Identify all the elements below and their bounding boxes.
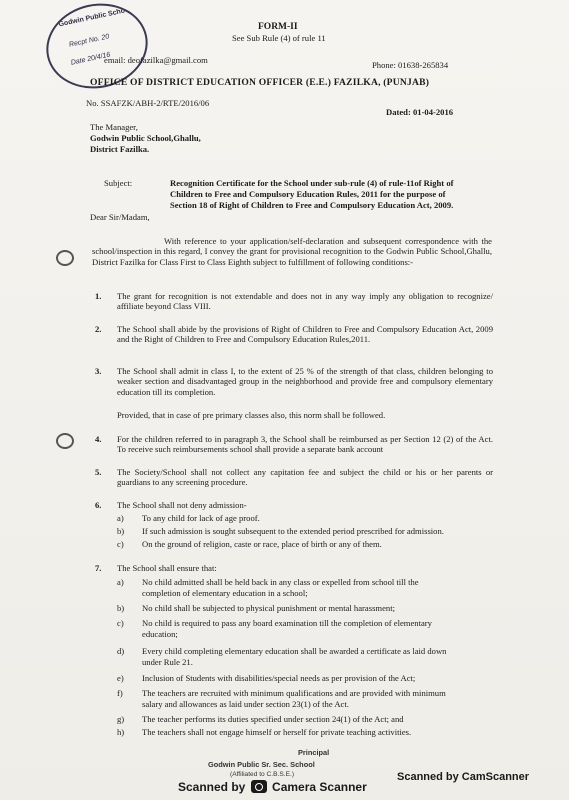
signature-title: Principal — [298, 748, 330, 757]
intro-paragraph: With reference to your application/self-declaration and subsequent correspondence with the school/inspection in this regard, I convey the grant for provisional recognition to the Godwin Public School,Ghallu, District Fazilka for Class First to Class Eighth subject to fulfillment of following conditions:- — [92, 236, 492, 267]
condition-proviso: Provided, that in case of pre primary classes also, this norm shall be followed. — [117, 410, 386, 420]
condition-number: 2. — [95, 324, 102, 334]
sub-item-letter: a) — [117, 577, 124, 587]
sub-item-text: No child is required to pass any board examination till the completion of elementary — [142, 618, 432, 628]
sub-item-text: No child admitted shall be held back in any class or expelled from school till the — [142, 577, 419, 587]
scanned-by-text: Scanned by — [178, 780, 246, 794]
condition-number: 6. — [95, 500, 102, 510]
subject-label: Subject: — [104, 178, 133, 188]
condition-text: The grant for recognition is not extendable and does not in any way imply any obligation to recognize/ affiliate beyond Class VIII. — [117, 291, 493, 312]
condition-text: The School shall not deny admission- — [117, 500, 247, 510]
sub-item-text: To any child for lack of age proof. — [142, 513, 260, 523]
rule-reference: See Sub Rule (4) of rule 11 — [232, 33, 326, 43]
condition-number: 7. — [95, 563, 102, 573]
stamp-line-1: Godwin Public School — [58, 6, 132, 29]
phone-line: Phone: 01638-265834 — [372, 60, 449, 70]
sub-item-letter: g) — [117, 714, 125, 724]
sub-item-text: No child shall be subjected to physical punishment or mental harassment; — [142, 603, 395, 613]
condition-number: 4. — [95, 434, 102, 444]
sub-item-text-cont: completion of elementary education in a school; — [142, 588, 308, 598]
signature-school: Godwin Public Sr. Sec. School — [208, 760, 315, 769]
condition-number: 3. — [95, 366, 102, 376]
office-title: OFFICE OF DISTRICT EDUCATION OFFICER (E.E.) FAZILKA, (PUNJAB) — [90, 77, 430, 88]
sub-item-text: Inclusion of Students with disabilities/special needs as per provision of the Act; — [142, 673, 416, 683]
punch-hole — [56, 433, 74, 449]
sub-item-text: The teacher performs its duties specified under section 24(1) of the Act; and — [142, 714, 404, 724]
condition-number: 1. — [95, 291, 102, 301]
sub-item-letter: e) — [117, 673, 124, 683]
sub-item-text: Every child completing elementary education shall be awarded a certificate as laid down — [142, 646, 447, 656]
signature-affiliation: (Affiliated to C.B.S.E.) — [230, 771, 295, 778]
camera-scanner-text: Camera Scanner — [272, 780, 367, 794]
sub-item-text-cont: under Rule 21. — [142, 657, 193, 667]
condition-text: The School shall admit in class I, to the extent of 25 % of the strength of that class, children belonging to weaker section and disadvantaged group in the neighborhood and provide free and compulsory elementary education till its completion. — [117, 366, 493, 397]
stamp-line-2: Recpt No. 20 — [68, 33, 110, 49]
sub-item-letter: h) — [117, 727, 125, 737]
sub-item-text: If such admission is sought subsequent to the extended period prescribed for admission. — [142, 526, 444, 536]
salutation: Dear Sir/Madam, — [90, 212, 150, 222]
sub-item-letter: c) — [117, 618, 124, 628]
sub-item-text-cont: salary and allowances as laid under section 23(1) of the Act. — [142, 699, 349, 709]
subject-line-3: Section 18 of Right of Children to Free and Compulsory Education Act, 2009. — [170, 200, 454, 210]
condition-text: The School shall ensure that: — [117, 563, 217, 573]
condition-text: For the children referred to in paragraph 3, the School shall be reimbursed as per Section 12 (2) of the Act. To receive such reimbursements school shall provide a separate bank account — [117, 434, 493, 455]
sub-item-text: The teachers are recruited with minimum qualifications and are provided with minimum — [142, 688, 446, 698]
stamp-line-3: Date 20/4/16 — [70, 51, 111, 67]
condition-number: 5. — [95, 467, 102, 477]
scanner-watermark-left — [178, 780, 367, 794]
sub-item-text-cont: education; — [142, 629, 178, 639]
email-line: email: deofazilka@gmail.com — [104, 55, 208, 65]
punch-hole — [56, 250, 74, 266]
sub-item-letter: d) — [117, 646, 125, 656]
reference-number: No. SSAFZK/ABH-2/RTE/2016/06 — [86, 98, 210, 108]
condition-text: The School shall abide by the provisions of Right of Children to Free and Compulsory Education Act, 2009 and the Right of Children to Free and Compulsory Education Rules,2011. — [117, 324, 493, 345]
sub-item-letter: b) — [117, 526, 125, 536]
sub-item-text: On the ground of religion, caste or race, place of birth or any of them. — [142, 539, 382, 549]
addressee-line-1: The Manager, — [90, 122, 138, 132]
subject-line-2: Children to Free and Compulsory Education Rules, 2011 for the purpose of — [170, 189, 446, 199]
camscanner-watermark: Scanned by CamScanner — [397, 771, 530, 783]
form-number: FORM-II — [258, 22, 298, 32]
camera-icon — [251, 780, 267, 793]
addressee-line-3: District Fazilka. — [90, 144, 150, 154]
sub-item-letter: b) — [117, 603, 125, 613]
sub-item-text: The teachers shall not engage himself or herself for private teaching activities. — [142, 727, 412, 737]
subject-line-1: Recognition Certificate for the School under sub-rule (4) of rule-11of Right of — [170, 178, 454, 188]
addressee-line-2: Godwin Public School,Ghallu, — [90, 133, 201, 143]
sub-item-letter: f) — [117, 688, 123, 698]
sub-item-letter: a) — [117, 513, 124, 523]
sub-item-letter: c) — [117, 539, 124, 549]
dated-line: Dated: 01-04-2016 — [386, 107, 454, 117]
condition-text: The Society/School shall not collect any capitation fee and subject the child or his or her parents or guardians to any screening procedure. — [117, 467, 493, 488]
